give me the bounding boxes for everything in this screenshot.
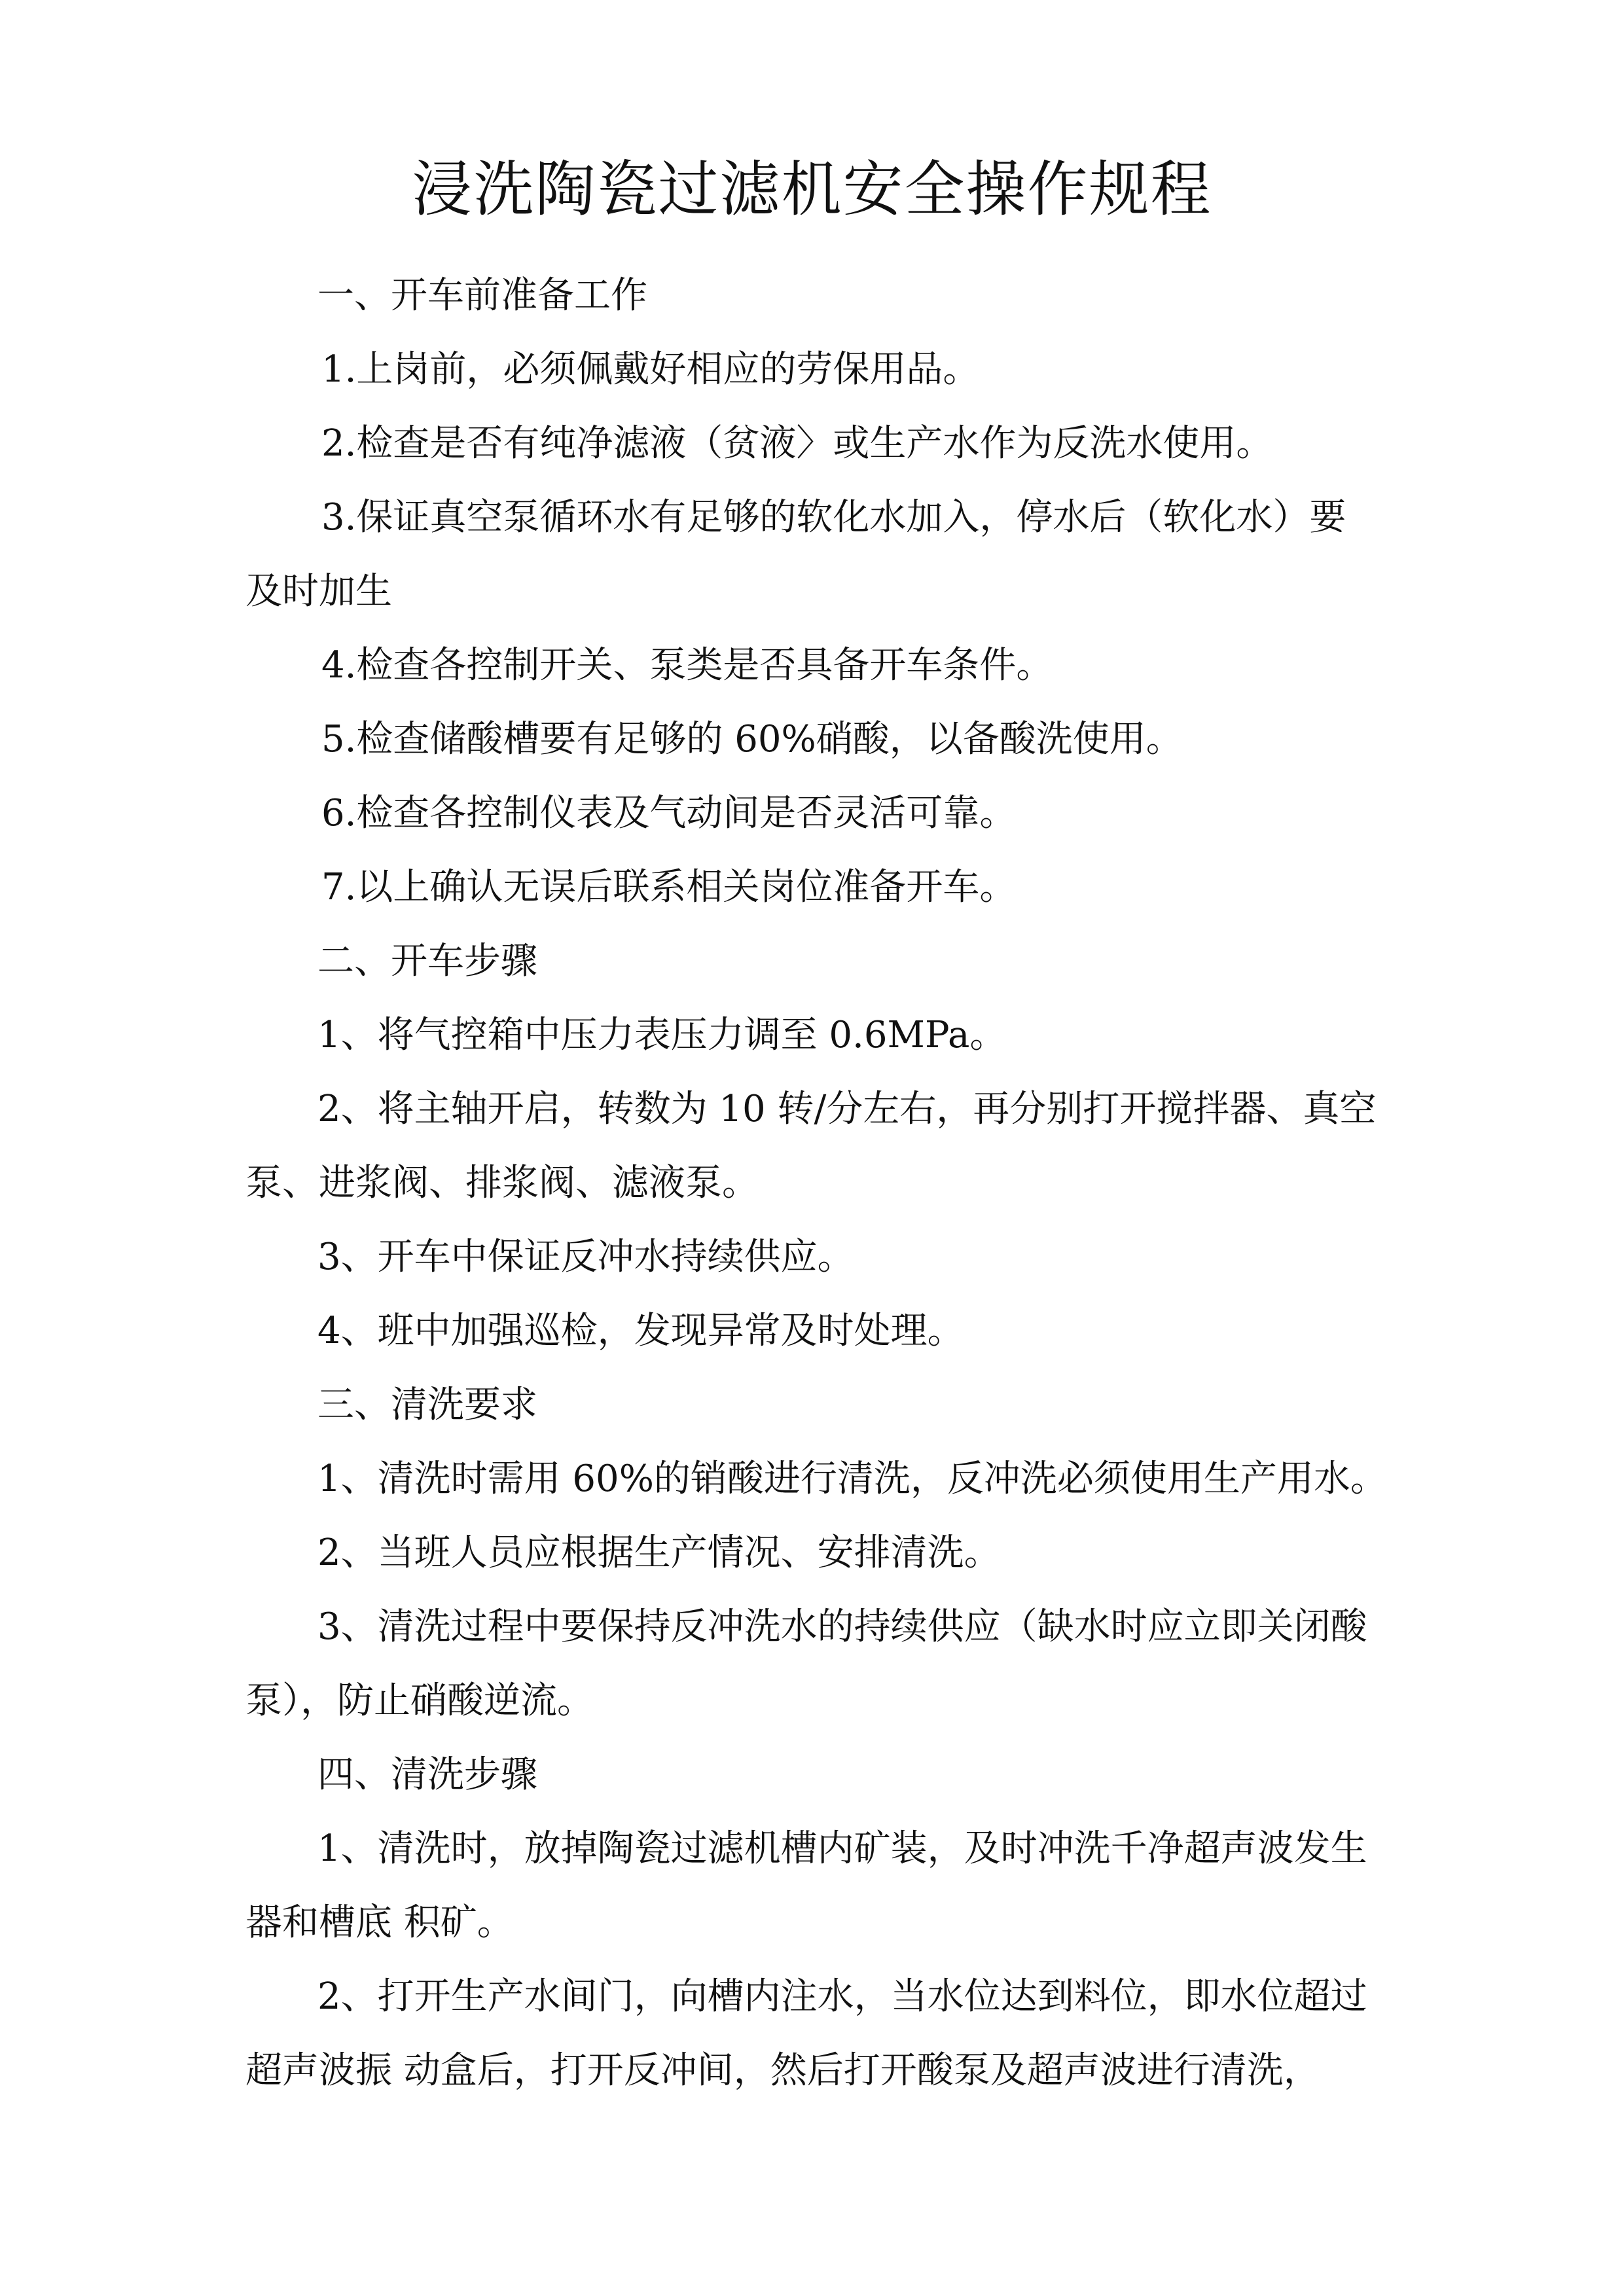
paragraph-line: 3、开车中保证反冲水持续供应。: [317, 1236, 854, 1278]
paragraph-line-continued: 泵、进浆阀、排浆阀、滤液泵。: [245, 1162, 759, 1204]
paragraph-line-continued: 泵），防止硝酸逆流。: [245, 1679, 594, 1722]
paragraph-line: 4.检查各控制开关、泵类是否具备开车条件。: [321, 644, 1053, 687]
section-heading-2: 二、开车步骤: [317, 940, 537, 982]
paragraph-line: 5.检查储酸槽要有足够的 60%硝酸，以备酸洗使用。: [321, 718, 1183, 761]
paragraph-line: 4、班中加强巡检，发现异常及时处理。: [317, 1310, 964, 1352]
paragraph-line: 7.以上确认无误后联系相关岗位准备开车。: [321, 866, 1017, 908]
paragraph-line: 6.检查各控制仪表及气动间是否灵活可靠。: [321, 792, 1017, 834]
document-title: 浸洗陶瓷过滤机安全操作规程: [412, 154, 1212, 224]
paragraph-line-continued: 超声波振 动盒后，打开反冲间，然后打开酸泵及超声波进行清洗，: [245, 2049, 1320, 2092]
document-body: [245, 259, 1424, 2108]
paragraph-line-continued: 器和槽底 积矿。: [245, 1901, 514, 1944]
paragraph-line: 2、打开生产水间门，向槽内注水，当水位达到料位，即水位超过: [317, 1975, 1367, 2018]
paragraph-line: 2.检查是否有纯净滤液（贫液〉或生产水作为反洗水使用。: [321, 422, 1273, 465]
section-heading-1: 一、开车前准备工作: [317, 274, 647, 317]
section-heading-3: 三、清洗要求: [317, 1384, 537, 1426]
paragraph-line: 3、清洗过程中要保持反冲洗水的持续供应（缺水时应立即关闭酸: [317, 1605, 1367, 1648]
paragraph-line: 1.上岗前，必须佩戴好相应的劳保用品。: [321, 348, 980, 391]
paragraph-line-continued: 及时加生: [245, 570, 392, 613]
paragraph-line: 1、将气控箱中压力表压力调至 0.6MPa。: [317, 1014, 1007, 1056]
paragraph-line: 2、当班人员应根据生产情况、安排清洗。: [317, 1532, 1001, 1574]
section-heading-4: 四、清洗步骤: [317, 1753, 537, 1796]
paragraph-line: 2、将主轴开启，转数为 10 转/分左右，再分别打开搅拌器、真空: [317, 1088, 1377, 1130]
paragraph-line: 1、清洗时，放掉陶瓷过滤机槽内矿装，及时冲洗千净超声波发生: [317, 1827, 1367, 1870]
paragraph-line: 1、清洗时需用 60%的销酸进行清洗，反冲洗必须使用生产用水。: [317, 1458, 1387, 1500]
paragraph-line: 3.保证真空泵循环水有足够的软化水加入，停水后（软化水）要: [321, 496, 1346, 539]
